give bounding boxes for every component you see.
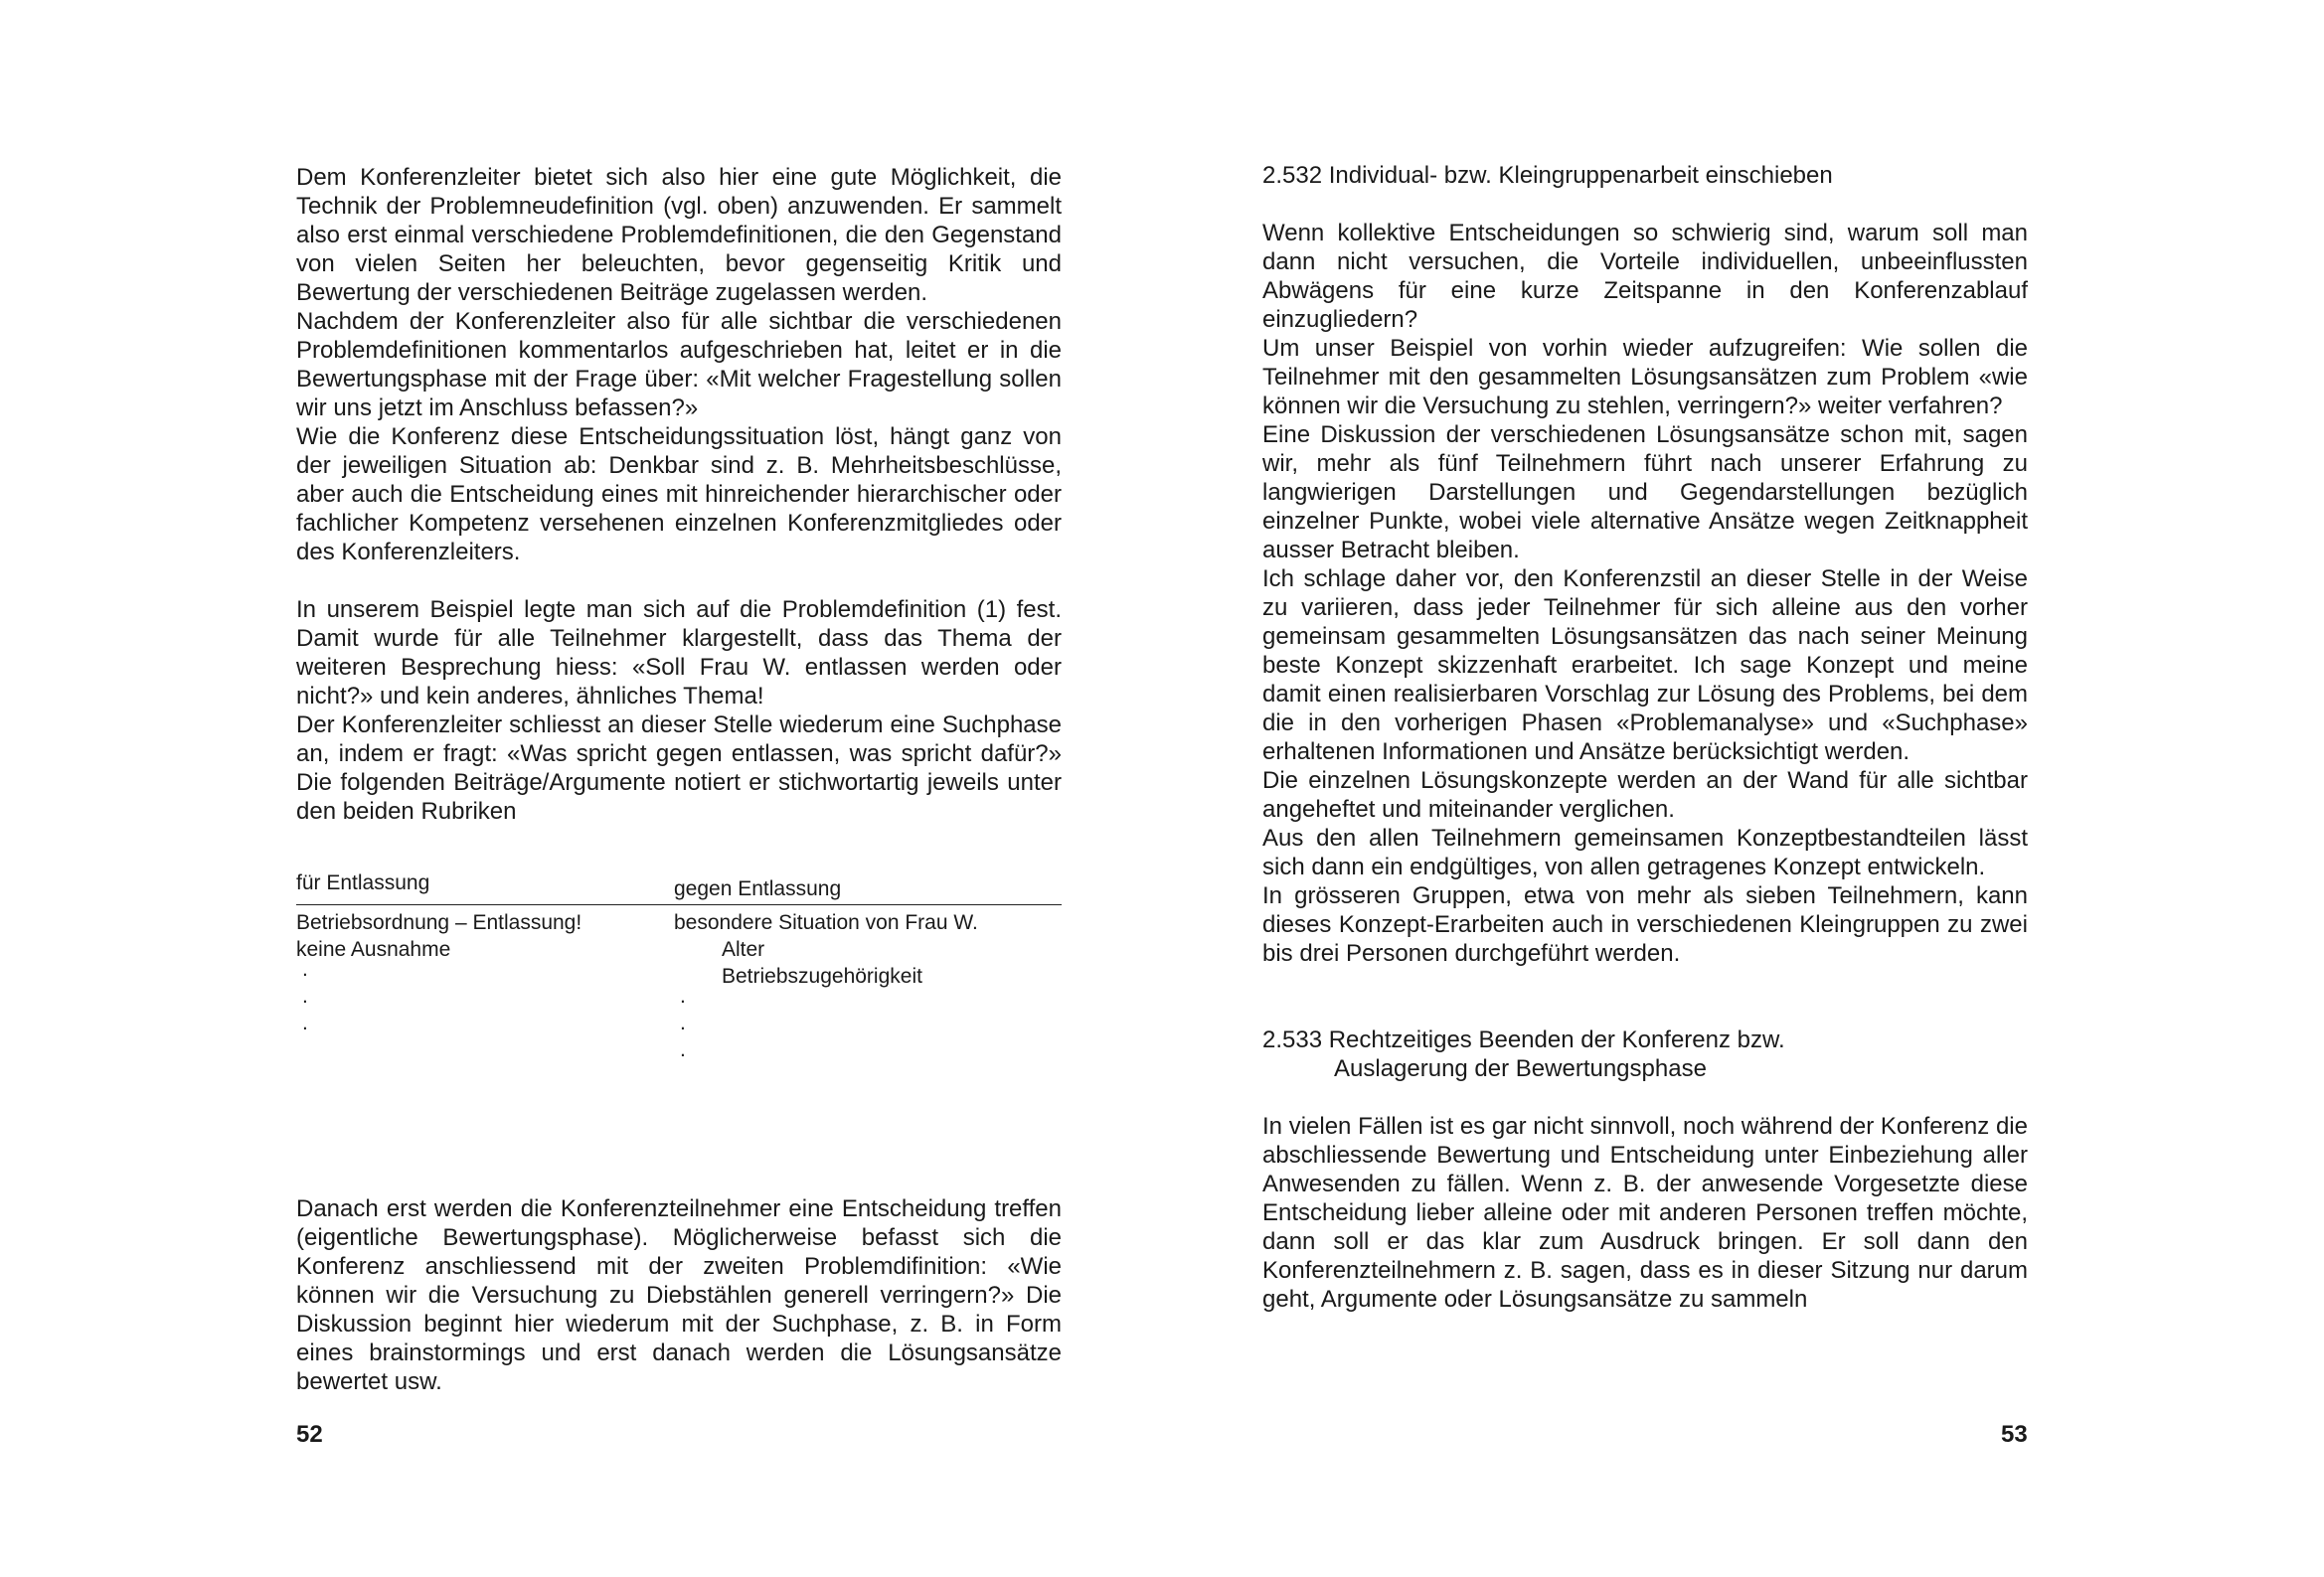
paragraph: In grösseren Gruppen, etwa von mehr als sieben Teilnehmern, kann dieses Konzept-Erarbeiten auch in verschiedenen Kleingruppen zu zwei bis drei Personen durchgeführt werden. xyxy=(1262,882,2028,967)
paragraph: Eine Diskussion der verschiedenen Lösungsansätze schon mit, sagen wir, mehr als fünf Teilnehmern führt nach unserer Erfahrung zu langwierigen Darstellungen und Gegendarstellungen bezüglich einzelner Punkte, wobei viele alternative Ansätze wegen Zeitknappheit ausser Betracht bleiben. xyxy=(1262,421,2028,563)
rubrik-body xyxy=(296,905,1062,1070)
left-column-bottom xyxy=(296,1194,1062,1396)
ellipsis-dot: . xyxy=(302,958,308,981)
list-item: Alter xyxy=(722,938,765,961)
ellipsis-dot: . xyxy=(302,985,308,1008)
paragraph: Aus den allen Teilnehmern gemeinsamen Konzeptbestandteilen lässt sich dann ein endgültiges, von allen getragenes Konzept entwickeln. xyxy=(1262,825,2028,880)
paragraph: Danach erst werden die Konferenzteilnehmer eine Entscheidung treffen (eigentliche Bewertungsphase). Möglicherweise befasst sich die Konferenz anschliessend mit der zweiten Problemdifinition: «Wie können wir die Versuchung zu Diebstählen generell verringern?» Die Diskussion beginnt hier wiederum mit der Suchphase, z. B. in Form eines brainstormings und erst danach werden die Lösungsansätze bewertet usw. xyxy=(296,1195,1062,1395)
against-dismissal-column xyxy=(674,909,1062,1070)
paragraph: In vielen Fällen ist es gar nicht sinnvoll, noch während der Konferenz die abschliessende Bewertung und Entscheidung unter Einbeziehung aller Anwesenden zu fällen. Wenn z. B. der anwesende Vorgesetzte diese Entscheidung lieber alleine oder mit anderen Personen treffen möchte, dann soll er das klar zum Ausdruck bringen. Er soll dann den Konferenzteilnehmern z. B. sagen, dass es in dieser Sitzung nur darum geht, Argumente oder Lösungsansätze zu sammeln xyxy=(1262,1113,2028,1313)
section-heading xyxy=(1262,1025,2028,1083)
page-number: 53 xyxy=(2001,1421,2028,1448)
list-item: Betriebsordnung – Entlassung! xyxy=(296,911,582,934)
list-item: besondere Situation von Frau W. xyxy=(674,911,978,934)
for-dismissal-column xyxy=(296,909,674,1070)
ellipsis-dot: . xyxy=(680,985,686,1008)
ellipsis-dot: . xyxy=(680,1012,686,1034)
rubrik-table xyxy=(296,869,1062,1070)
paragraph: Dem Konferenzleiter bietet sich also hier eine gute Möglichkeit, die Technik der Problemneudefinition (vgl. oben) anzuwenden. Er sammelt also erst einmal verschiedene Problemdefinitionen, die den Gegenstand von vielen Seiten her beleuchten, bevor gegenseitig Kritik und Bewertung der verschiedenen Beiträge zugelassen werden. xyxy=(296,164,1062,306)
paragraph: Um unser Beispiel von vorhin wieder aufzugreifen: Wie sollen die Teilnehmer mit den gesammelten Lösungsansätzen zum Problem «wie können wir die Versuchung zu stehlen, verringern?» weiter verfahren? xyxy=(1262,335,2028,419)
paragraph: Der Konferenzleiter schliesst an dieser Stelle wiederum eine Suchphase an, indem er fragt: «Was spricht gegen entlassen, was spricht dafür?» Die folgenden Beiträge/Argumente notiert er stichwortartig jeweils unter den beiden Rubriken xyxy=(296,711,1062,825)
right-column xyxy=(1262,161,2028,1314)
paragraph: Die einzelnen Lösungskonzepte werden an der Wand für alle sichtbar angeheftet und miteinander verglichen. xyxy=(1262,767,2028,823)
right-page xyxy=(1162,0,2324,1577)
rubrik-header xyxy=(296,869,1062,905)
ellipsis-dot: . xyxy=(302,1012,308,1034)
paragraph: Wie die Konferenz diese Entscheidungssituation löst, hängt ganz von der jeweiligen Situation ab: Denkbar sind z. B. Mehrheitsbeschlüsse, aber auch die Entscheidung eines mit hinreichender hierarchischer oder fachlicher Kompetenz versehenen einzelnen Konferenzmitgliedes oder des Konferenzleiters. xyxy=(296,423,1062,565)
ellipsis-dot: . xyxy=(680,1038,686,1061)
header-for-dismissal: für Entlassung xyxy=(296,871,430,894)
paragraph: Ich schlage daher vor, den Konferenzstil an dieser Stelle in der Weise zu variieren, dass jeder Teilnehmer für sich alleine aus den vorher gemeinsam gesammelten Lösungsansätzen das nach seiner Meinung beste Konzept skizzenhaft erarbeitet. Ich sage Konzept und meine damit einen realisierbaren Vorschlag zur Lösung des Problems, bei dem die in den vorherigen Phasen «Problemanalyse» und «Suchphase» erhaltenen Informationen und Ansätze berücksichtigt werden. xyxy=(1262,565,2028,765)
left-column-top xyxy=(296,163,1062,1070)
paragraph: Wenn kollektive Entscheidungen so schwierig sind, warum soll man dann nicht versuchen, die Vorteile individuellen, unbeeinflussten Abwägens für eine kurze Zeitspanne in den Konferenzablauf einzugliedern? xyxy=(1262,220,2028,333)
header-against-dismissal: gegen Entlassung xyxy=(674,877,842,900)
heading-line: Auslagerung der Bewertungsphase xyxy=(1334,1055,1707,1082)
section-heading: 2.532 Individual- bzw. Kleingruppenarbeit einschieben xyxy=(1262,162,1833,189)
list-item: keine Ausnahme xyxy=(296,938,451,961)
list-item: Betriebszugehörigkeit xyxy=(722,965,922,988)
heading-line: 2.533 Rechtzeitiges Beenden der Konferenz bzw. xyxy=(1262,1026,1785,1053)
page-number: 52 xyxy=(296,1421,323,1448)
paragraph: In unserem Beispiel legte man sich auf die Problemdefinition (1) fest. Damit wurde für alle Teilnehmer klargestellt, dass das Thema der weiteren Besprechung hiess: «Soll Frau W. entlassen werden oder nicht?» und kein anderes, ähnliches Thema! xyxy=(296,596,1062,710)
paragraph: Nachdem der Konferenzleiter also für alle sichtbar die verschiedenen Problemdefinitionen kommentarlos aufgeschrieben hat, leitet er in die Bewertungsphase mit der Frage über: «Mit welcher Fragestellung sollen wir uns jetzt im Anschluss befassen?» xyxy=(296,308,1062,421)
